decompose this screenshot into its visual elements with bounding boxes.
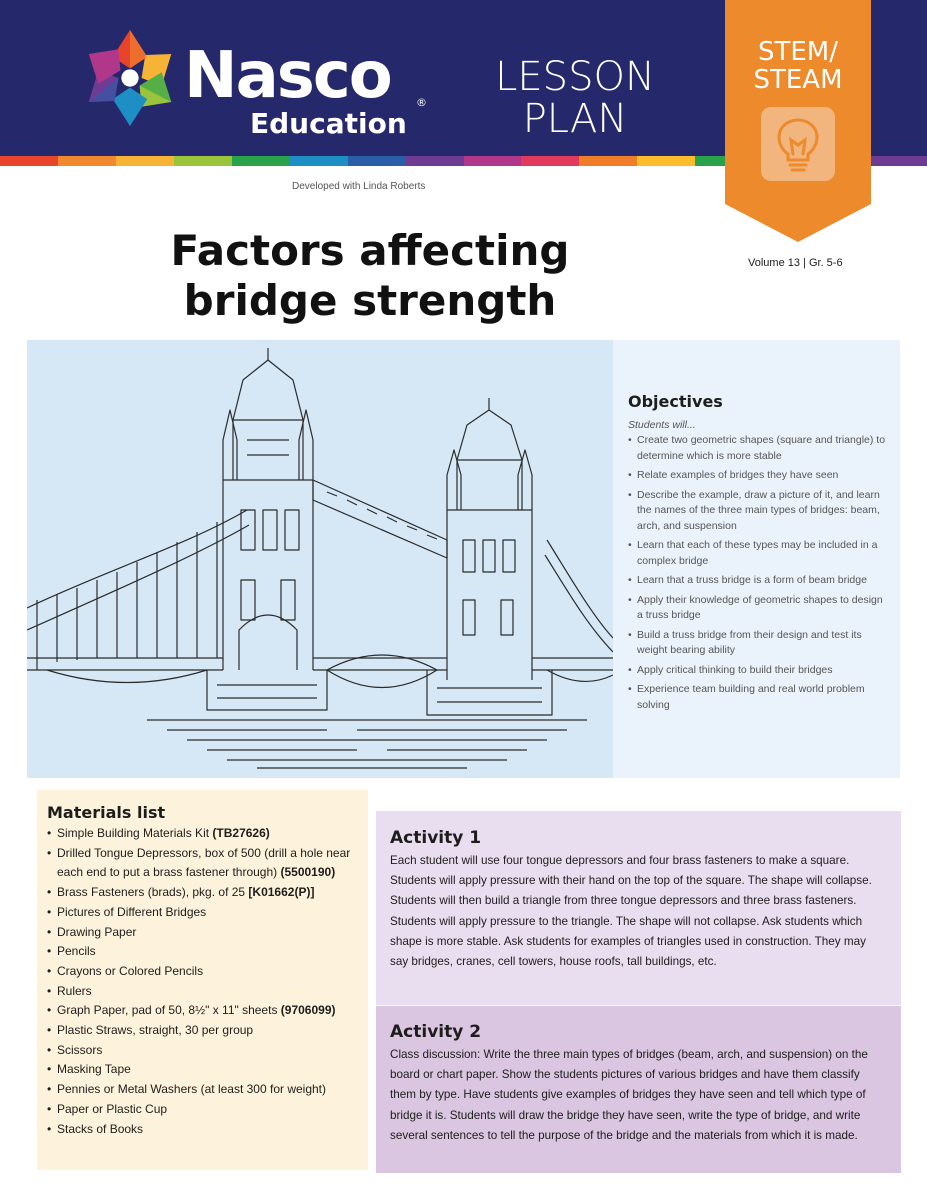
strip-segment bbox=[58, 156, 116, 166]
list-item bbox=[47, 824, 358, 844]
page-title bbox=[100, 226, 640, 326]
list-item bbox=[47, 1021, 358, 1041]
product-code: (TB27626) bbox=[212, 826, 270, 840]
material-text: Scissors bbox=[57, 1042, 103, 1057]
product-code: [K01662(P)] bbox=[248, 885, 315, 900]
activity-1-body: Each student will use four tongue depressors and four brass fasteners to make a square. Students will apply pressure with their hand on the top of the square. The shape will collapse. Students will then build a triangle from three tongue depressors and three brass fasteners. Students will apply pressure to the triangle. The shape will not collapse. Ask students which shape is more stable. Ask students for examples of triangles used in construction. They may say bridges, cranes, cell towers, house roofs, tall buildings, etc. bbox=[390, 854, 872, 969]
strip-segment bbox=[232, 156, 290, 166]
lightbulb-icon bbox=[761, 107, 835, 181]
strip-segment bbox=[290, 156, 348, 166]
strip-segment bbox=[869, 156, 927, 166]
product-code: (9706099) bbox=[280, 1003, 336, 1018]
list-item bbox=[47, 1100, 358, 1120]
material-text: Simple Building Materials Kit bbox=[57, 826, 213, 840]
badge-line2: STEAM bbox=[753, 65, 843, 95]
flower-logo-icon bbox=[82, 26, 178, 130]
material-text: Plastic Straws, straight, 30 per group bbox=[57, 1023, 254, 1038]
material-text: Masking Tape bbox=[57, 1062, 131, 1077]
list-item bbox=[47, 1001, 358, 1021]
list-item bbox=[47, 1080, 358, 1100]
material-text: Stacks of Books bbox=[57, 1121, 144, 1136]
materials-list bbox=[47, 824, 358, 1139]
developer-credit: Developed with Linda Roberts bbox=[292, 181, 426, 192]
volume-grade: Volume 13 | Gr. 5-6 bbox=[748, 257, 843, 269]
list-item bbox=[47, 883, 358, 903]
material-text: Rulers bbox=[57, 983, 92, 998]
list-item bbox=[47, 942, 358, 962]
list-item bbox=[47, 1041, 358, 1061]
product-code: (5500190) bbox=[280, 865, 336, 880]
material-text: Brass Fasteners (brads), pkg. of 25 bbox=[57, 885, 249, 900]
list-item: • Build a truss bridge from their design and test its weight bearing ability bbox=[628, 628, 886, 659]
material-text: Drilled Tongue Depressors, box of 500 (drill a hole near each end to put a brass fastener through) bbox=[57, 845, 351, 880]
title-line2: bridge strength bbox=[183, 276, 557, 325]
list-item bbox=[47, 1120, 358, 1140]
stem-badge-label bbox=[725, 38, 871, 94]
list-item: • Learn that a truss bridge is a form of beam bridge bbox=[628, 573, 886, 589]
strip-segment bbox=[464, 156, 522, 166]
objectives-list bbox=[628, 433, 886, 713]
strip-segment bbox=[637, 156, 695, 166]
list-item bbox=[47, 844, 358, 883]
list-item: • Experience team building and real world problem solving bbox=[628, 682, 886, 713]
material-text: Pictures of Different Bridges bbox=[57, 904, 207, 919]
material-text: Paper or Plastic Cup bbox=[57, 1101, 168, 1116]
material-text: Pencils bbox=[57, 944, 96, 959]
brand-name: Nasco bbox=[184, 39, 391, 113]
list-item: • Apply critical thinking to build their bridges bbox=[628, 663, 886, 679]
strip-segment bbox=[348, 156, 406, 166]
list-item: • Relate examples of bridges they have seen bbox=[628, 468, 886, 484]
registered-mark: ® bbox=[416, 96, 427, 109]
list-item bbox=[47, 1060, 358, 1080]
brand-subtitle: Education bbox=[250, 107, 407, 140]
material-text: Crayons or Colored Pencils bbox=[57, 963, 204, 978]
activity-1-title: Activity 1 bbox=[390, 828, 482, 848]
list-item bbox=[47, 962, 358, 982]
list-item bbox=[47, 903, 358, 923]
strip-segment bbox=[521, 156, 579, 166]
lesson-plan-line1: LESSON bbox=[495, 54, 655, 100]
material-text: Drawing Paper bbox=[57, 924, 137, 939]
objectives-title: Objectives bbox=[628, 392, 723, 411]
strip-segment bbox=[116, 156, 174, 166]
strip-segment bbox=[579, 156, 637, 166]
list-item: • Describe the example, draw a picture of it, and learn the names of the three main types of bridges: beam, arch, and suspension bbox=[628, 488, 886, 535]
list-item bbox=[47, 923, 358, 943]
list-item: • Learn that each of these types may be included in a complex bridge bbox=[628, 538, 886, 569]
strip-segment bbox=[406, 156, 464, 166]
list-item bbox=[47, 982, 358, 1002]
nasco-logo bbox=[82, 26, 432, 146]
list-item: • Apply their knowledge of geometric shapes to design a truss bridge bbox=[628, 593, 886, 624]
activity-1-panel bbox=[376, 811, 901, 1005]
material-text: Graph Paper, pad of 50, 8½" x 11" sheets bbox=[57, 1003, 281, 1018]
strip-segment bbox=[174, 156, 232, 166]
activity-2-panel bbox=[376, 1006, 901, 1173]
materials-panel bbox=[37, 790, 368, 1170]
lesson-plan-heading bbox=[480, 56, 670, 140]
material-text: Pennies or Metal Washers (at least 300 for weight) bbox=[57, 1082, 327, 1097]
title-line1: Factors affecting bbox=[170, 226, 570, 275]
activity-2-title: Activity 2 bbox=[390, 1022, 482, 1042]
list-item: • Create two geometric shapes (square and triangle) to determine which is more stable bbox=[628, 433, 886, 464]
lesson-plan-line2: PLAN bbox=[522, 96, 628, 142]
badge-line1: STEM/ bbox=[757, 37, 838, 67]
strip-segment bbox=[0, 156, 58, 166]
objectives-panel bbox=[613, 340, 900, 778]
tower-bridge-illustration bbox=[27, 340, 613, 778]
materials-title: Materials list bbox=[47, 803, 166, 822]
activity-2-body: Class discussion: Write the three main types of bridges (beam, arch, and suspension) on the board or chart paper. Show the students pictures of various bridges and have them classify them by type. Have students give examples of bridges they have seen and tell which type of bridge it is. Students will draw the bridge they have seen, write the type of bridge, and write several sentences to tell the purpose of the bridge and the materials from which it is made. bbox=[390, 1048, 868, 1142]
objectives-intro: Students will... bbox=[628, 419, 696, 431]
